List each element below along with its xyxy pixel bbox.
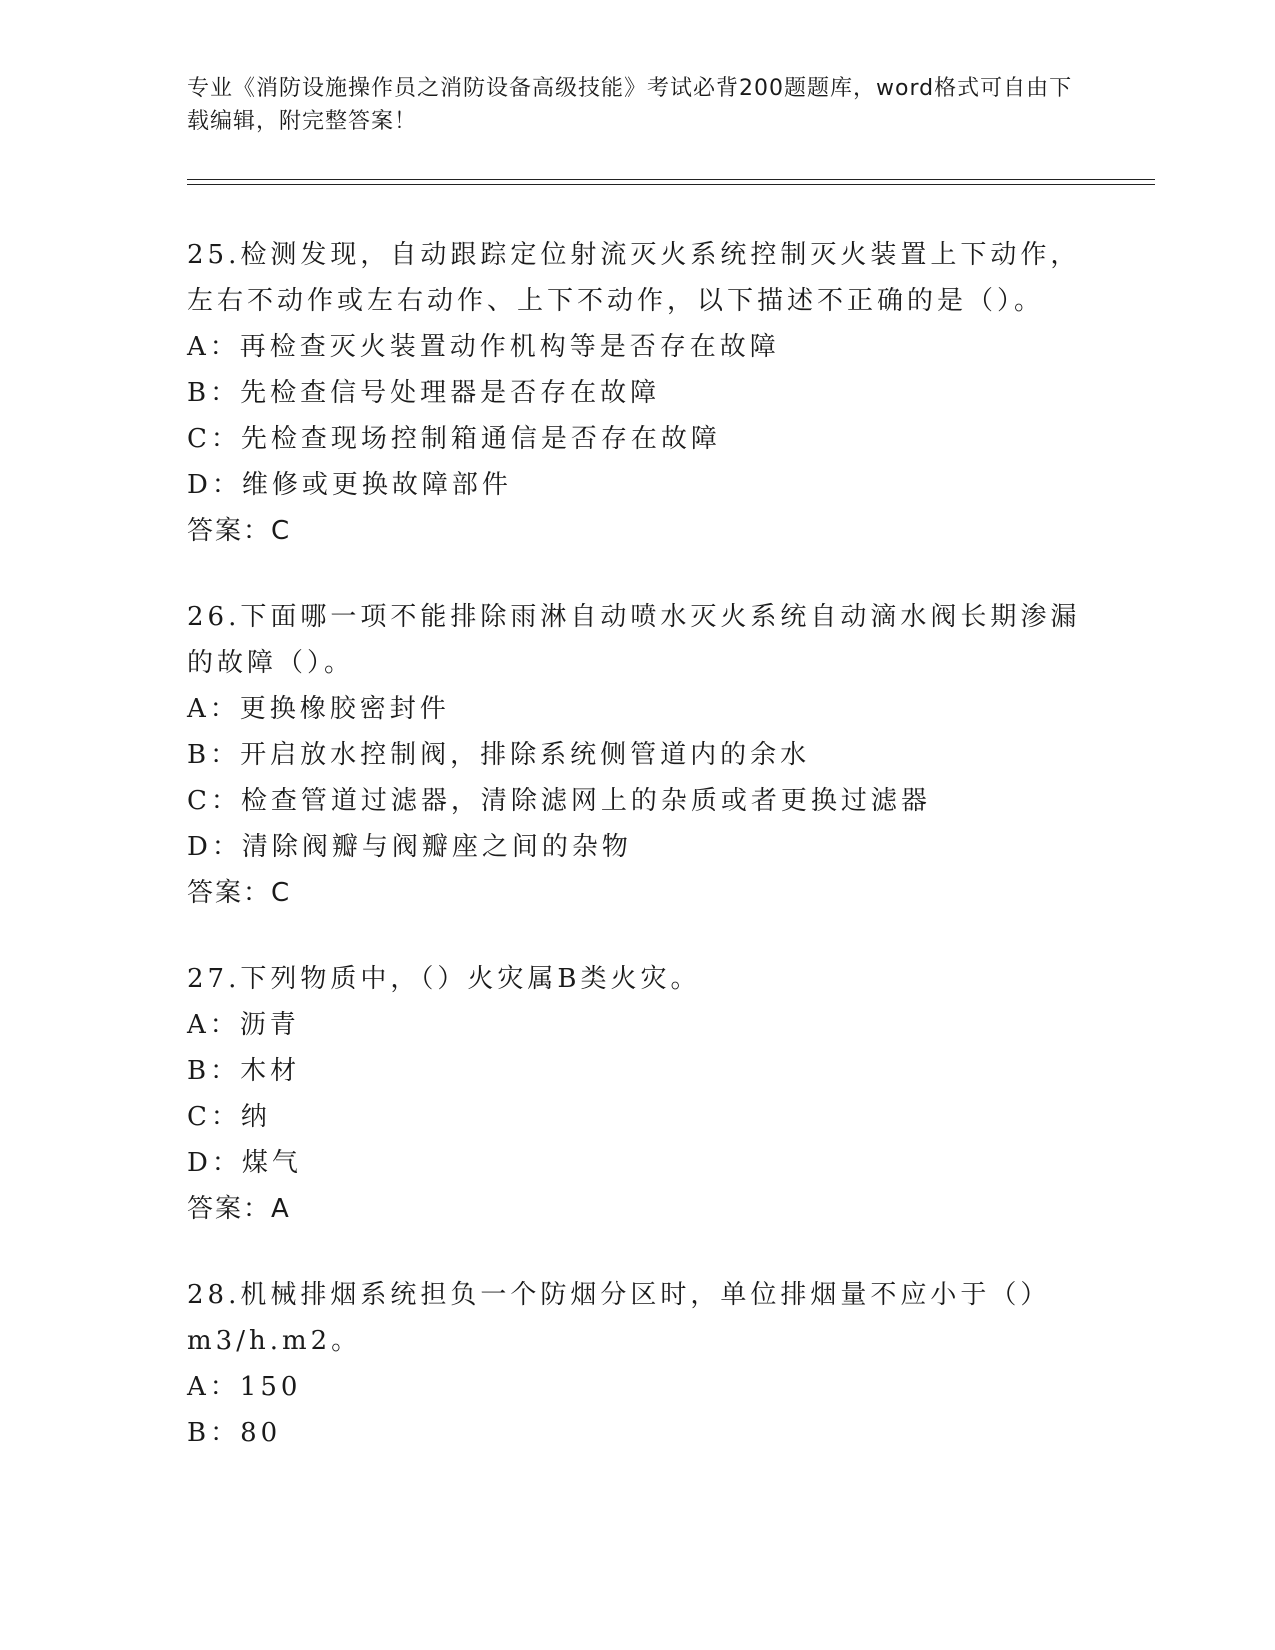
answer: 答案：C [187,516,292,546]
question-25 [187,232,1087,554]
option-c: C：纳 [187,1102,271,1132]
answer: 答案：A [187,1194,291,1224]
question-stem: 27.下列物质中，（）火灾属B类火灾。 [187,964,701,994]
option-a: A：更换橡胶密封件 [187,694,450,724]
option-d: D：维修或更换故障部件 [187,470,512,500]
option-c: C：检查管道过滤器，清除滤网上的杂质或者更换过滤器 [187,786,931,816]
option-b: B：80 [187,1418,282,1448]
header-rule-bottom [187,184,1155,185]
option-c: C：先检查现场控制箱通信是否存在故障 [187,424,721,454]
question-28 [187,1272,1087,1456]
header-rule-top [187,179,1155,180]
question-stem: 25.检测发现，自动跟踪定位射流灭火系统控制灭火装置上下动作，左右不动作或左右动作、上下不动作，以下描述不正确的是（）。 [187,240,1081,316]
question-26 [187,594,1087,916]
question-stem: 26.下面哪一项不能排除雨淋自动喷水灭火系统自动滴水阀长期渗漏的故障（）。 [187,602,1081,678]
option-a: A：沥青 [187,1010,300,1040]
document-header: 专业《消防设施操作员之消防设备高级技能》考试必背200题题库，word格式可自由下载编辑，附完整答案！ [187,76,1073,134]
option-b: B：开启放水控制阀，排除系统侧管道内的余水 [187,740,811,770]
answer: 答案：C [187,878,292,908]
option-b: B：木材 [187,1056,301,1086]
question-stem: 28.机械排烟系统担负一个防烟分区时，单位排烟量不应小于（）m3/h.m2。 [187,1280,1051,1356]
question-list [187,232,1087,1496]
option-d: D：清除阀瓣与阀瓣座之间的杂物 [187,832,632,862]
option-a: A：再检查灭火装置动作机构等是否存在故障 [187,332,780,362]
option-b: B：先检查信号处理器是否存在故障 [187,378,661,408]
question-27 [187,956,1087,1232]
option-d: D：煤气 [187,1148,302,1178]
option-a: A：150 [187,1372,302,1402]
